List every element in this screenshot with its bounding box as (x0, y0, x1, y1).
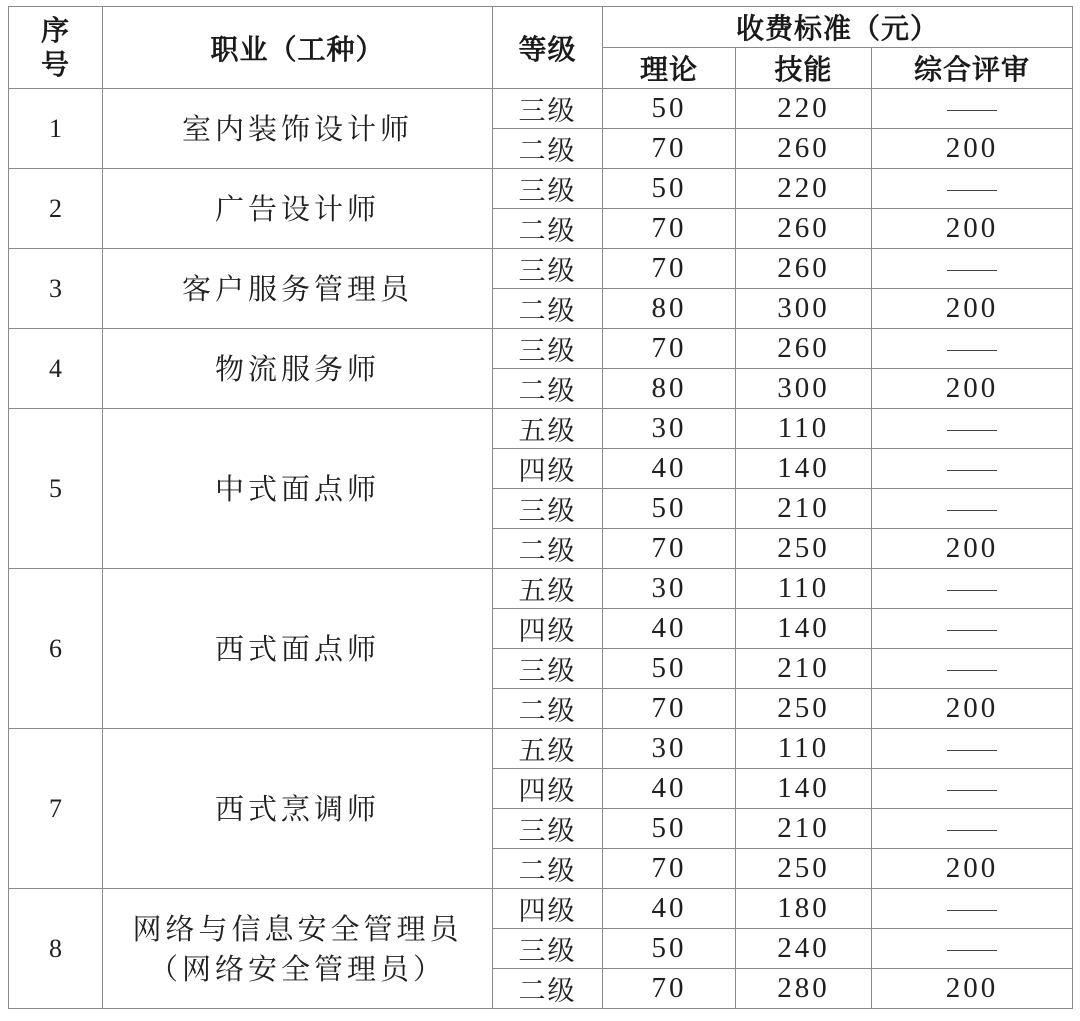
review-fee-cell (872, 409, 1073, 449)
review-fee-cell (872, 609, 1073, 649)
level-cell: 二级 (493, 689, 603, 729)
header-skill: 技能 (736, 48, 872, 89)
theory-fee-cell: 50 (603, 929, 736, 969)
theory-fee-cell: 40 (603, 769, 736, 809)
occupation-name-line: （网络安全管理员） (148, 951, 446, 986)
occupation-name-line: 西式面点师 (214, 631, 380, 666)
theory-fee-cell: 70 (603, 689, 736, 729)
skill-fee-cell: 220 (736, 89, 872, 129)
theory-fee-cell: 50 (603, 89, 736, 129)
header-serial-line-1: 序 (40, 13, 70, 47)
fee-table-container (8, 6, 1073, 1009)
fee-standard-table (8, 6, 1073, 1009)
occupation-name-cell (103, 729, 493, 889)
skill-fee-cell: 180 (736, 889, 872, 929)
dash-placeholder (947, 750, 997, 751)
occupation-name-line: 客户服务管理员 (181, 271, 413, 306)
skill-fee-cell: 110 (736, 409, 872, 449)
table-row (9, 89, 1073, 129)
level-cell: 五级 (493, 729, 603, 769)
level-cell: 三级 (493, 809, 603, 849)
review-fee-cell: 200 (872, 369, 1073, 409)
skill-fee-cell: 140 (736, 449, 872, 489)
skill-fee-cell: 300 (736, 369, 872, 409)
level-cell: 二级 (493, 969, 603, 1009)
review-fee-cell: 200 (872, 209, 1073, 249)
review-fee-cell: 200 (872, 849, 1073, 889)
skill-fee-cell: 260 (736, 129, 872, 169)
theory-fee-cell: 30 (603, 569, 736, 609)
dash-placeholder (947, 670, 997, 671)
table-row (9, 409, 1073, 449)
skill-fee-cell: 240 (736, 929, 872, 969)
dash-placeholder (947, 350, 997, 351)
skill-fee-cell: 110 (736, 569, 872, 609)
review-fee-cell (872, 809, 1073, 849)
header-level: 等级 (493, 7, 603, 89)
dash-placeholder (947, 270, 997, 271)
dash-placeholder (947, 190, 997, 191)
occupation-name-cell (103, 889, 493, 1009)
skill-fee-cell: 280 (736, 969, 872, 1009)
skill-fee-cell: 140 (736, 769, 872, 809)
skill-fee-cell: 220 (736, 169, 872, 209)
review-fee-cell: 200 (872, 289, 1073, 329)
dash-placeholder (947, 110, 997, 111)
review-fee-cell: 200 (872, 129, 1073, 169)
level-cell: 二级 (493, 849, 603, 889)
table-row (9, 729, 1073, 769)
serial-number-cell: 8 (9, 889, 103, 1009)
skill-fee-cell: 250 (736, 529, 872, 569)
review-fee-cell (872, 89, 1073, 129)
theory-fee-cell: 80 (603, 289, 736, 329)
dash-placeholder (947, 950, 997, 951)
table-row (9, 889, 1073, 929)
occupation-name-cell (103, 89, 493, 169)
theory-fee-cell: 80 (603, 369, 736, 409)
level-cell: 四级 (493, 769, 603, 809)
theory-fee-cell: 70 (603, 969, 736, 1009)
review-fee-cell (872, 769, 1073, 809)
theory-fee-cell: 50 (603, 809, 736, 849)
theory-fee-cell: 70 (603, 129, 736, 169)
level-cell: 二级 (493, 529, 603, 569)
review-fee-cell (872, 169, 1073, 209)
theory-fee-cell: 40 (603, 609, 736, 649)
dash-placeholder (947, 510, 997, 511)
review-fee-cell (872, 729, 1073, 769)
table-row (9, 569, 1073, 609)
serial-number-cell: 1 (9, 89, 103, 169)
level-cell: 五级 (493, 569, 603, 609)
skill-fee-cell: 210 (736, 489, 872, 529)
dash-placeholder (947, 630, 997, 631)
level-cell: 三级 (493, 249, 603, 289)
serial-number-cell: 3 (9, 249, 103, 329)
skill-fee-cell: 300 (736, 289, 872, 329)
level-cell: 三级 (493, 329, 603, 369)
level-cell: 三级 (493, 929, 603, 969)
dash-placeholder (947, 790, 997, 791)
occupation-name-line: 中式面点师 (214, 471, 380, 506)
skill-fee-cell: 260 (736, 329, 872, 369)
review-fee-cell: 200 (872, 969, 1073, 1009)
occupation-name-line: 物流服务师 (214, 351, 380, 386)
occupation-name-line: 广告设计师 (214, 191, 380, 226)
level-cell: 三级 (493, 89, 603, 129)
level-cell: 四级 (493, 449, 603, 489)
level-cell: 二级 (493, 289, 603, 329)
serial-number-cell: 7 (9, 729, 103, 889)
dash-placeholder (947, 430, 997, 431)
review-fee-cell (872, 649, 1073, 689)
header-theory: 理论 (603, 48, 736, 89)
theory-fee-cell: 40 (603, 449, 736, 489)
level-cell: 三级 (493, 649, 603, 689)
table-row (9, 329, 1073, 369)
skill-fee-cell: 250 (736, 689, 872, 729)
occupation-name-cell (103, 569, 493, 729)
table-row (9, 249, 1073, 289)
table-header (9, 7, 1073, 89)
review-fee-cell (872, 889, 1073, 929)
level-cell: 二级 (493, 129, 603, 169)
serial-number-cell: 4 (9, 329, 103, 409)
theory-fee-cell: 70 (603, 849, 736, 889)
theory-fee-cell: 50 (603, 649, 736, 689)
review-fee-cell (872, 329, 1073, 369)
header-serial-number (9, 7, 103, 89)
review-fee-cell (872, 449, 1073, 489)
occupation-name-line: 室内装饰设计师 (181, 111, 413, 146)
review-fee-cell (872, 249, 1073, 289)
occupation-name-cell (103, 409, 493, 569)
theory-fee-cell: 70 (603, 529, 736, 569)
skill-fee-cell: 140 (736, 609, 872, 649)
occupation-name-line: 西式烹调师 (214, 791, 380, 826)
table-body (9, 89, 1073, 1009)
header-review: 综合评审 (872, 48, 1073, 89)
occupation-name-cell (103, 169, 493, 249)
dash-placeholder (947, 910, 997, 911)
serial-number-cell: 2 (9, 169, 103, 249)
level-cell: 二级 (493, 209, 603, 249)
serial-number-cell: 5 (9, 409, 103, 569)
table-row (9, 169, 1073, 209)
level-cell: 四级 (493, 889, 603, 929)
header-occupation: 职业（工种） (103, 7, 493, 89)
review-fee-cell (872, 489, 1073, 529)
review-fee-cell (872, 569, 1073, 609)
skill-fee-cell: 260 (736, 249, 872, 289)
skill-fee-cell: 110 (736, 729, 872, 769)
occupation-name-cell (103, 329, 493, 409)
theory-fee-cell: 70 (603, 329, 736, 369)
header-serial-line-2: 号 (40, 47, 70, 81)
serial-number-cell: 6 (9, 569, 103, 729)
dash-placeholder (947, 590, 997, 591)
review-fee-cell: 200 (872, 689, 1073, 729)
level-cell: 三级 (493, 489, 603, 529)
dash-placeholder (947, 830, 997, 831)
occupation-name-line: 网络与信息安全管理员 (132, 911, 463, 946)
header-fee-group: 收费标准（元） (603, 7, 1073, 48)
theory-fee-cell: 50 (603, 169, 736, 209)
theory-fee-cell: 50 (603, 489, 736, 529)
theory-fee-cell: 70 (603, 249, 736, 289)
theory-fee-cell: 30 (603, 729, 736, 769)
review-fee-cell (872, 929, 1073, 969)
skill-fee-cell: 260 (736, 209, 872, 249)
level-cell: 五级 (493, 409, 603, 449)
level-cell: 四级 (493, 609, 603, 649)
skill-fee-cell: 210 (736, 649, 872, 689)
level-cell: 二级 (493, 369, 603, 409)
skill-fee-cell: 250 (736, 849, 872, 889)
header-row-1 (9, 7, 1073, 48)
theory-fee-cell: 70 (603, 209, 736, 249)
dash-placeholder (947, 470, 997, 471)
skill-fee-cell: 210 (736, 809, 872, 849)
level-cell: 三级 (493, 169, 603, 209)
theory-fee-cell: 30 (603, 409, 736, 449)
occupation-name-cell (103, 249, 493, 329)
review-fee-cell: 200 (872, 529, 1073, 569)
theory-fee-cell: 40 (603, 889, 736, 929)
